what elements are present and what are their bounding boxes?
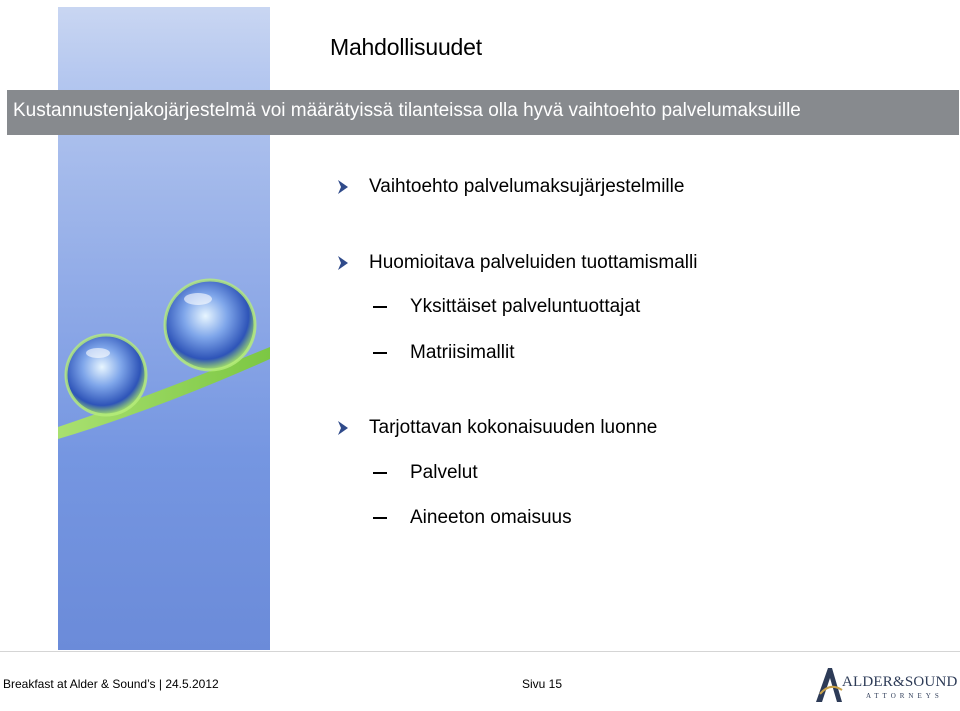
slide-title: Mahdollisuudet — [330, 34, 482, 60]
sub-bullet-item — [373, 461, 478, 485]
bullet-text: Huomioitava palveluiden tuottamismalli — [369, 252, 698, 273]
chevron-right-icon — [335, 255, 351, 271]
subtitle-bar — [7, 90, 959, 135]
logo-wordmark: ALDER&SOUND — [842, 674, 958, 690]
footer-divider — [0, 651, 960, 652]
sub-bullet-item — [373, 295, 640, 319]
subtitle-text: Kustannustenjakojärjestelmä voi määrätyissä tilanteissa olla hyvä vaihtoehto palvelumaksuille — [13, 100, 801, 121]
sub-bullet-text: Matriisimallit — [410, 342, 515, 363]
sub-bullet-text: Palvelut — [410, 462, 478, 483]
bullet-text: Tarjottavan kokonaisuuden luonne — [369, 417, 658, 438]
dash-icon — [373, 352, 387, 354]
sub-bullet-item — [373, 341, 515, 365]
dash-icon — [373, 306, 387, 308]
dash-icon — [373, 472, 387, 474]
page-number: Sivu 15 — [522, 677, 563, 691]
bullet-item — [335, 251, 697, 275]
chevron-right-icon — [335, 420, 351, 436]
bullet-item — [335, 175, 684, 199]
chevron-right-icon — [335, 179, 351, 195]
dash-icon — [373, 517, 387, 519]
logo-mark-icon — [812, 664, 846, 706]
sub-bullet-text: Yksittäiset palveluntuottajat — [410, 296, 641, 317]
sub-bullet-item — [373, 506, 572, 530]
sub-bullet-text: Aineeton omaisuus — [410, 507, 572, 528]
company-logo — [812, 664, 958, 706]
logo-tagline: ATTORNEYS — [866, 692, 943, 700]
bullet-text: Vaihtoehto palvelumaksujärjestelmille — [369, 176, 685, 197]
bullet-item — [335, 416, 657, 440]
footer-event-text: Breakfast at Alder & Sound’s | 24.5.2012 — [3, 677, 219, 691]
